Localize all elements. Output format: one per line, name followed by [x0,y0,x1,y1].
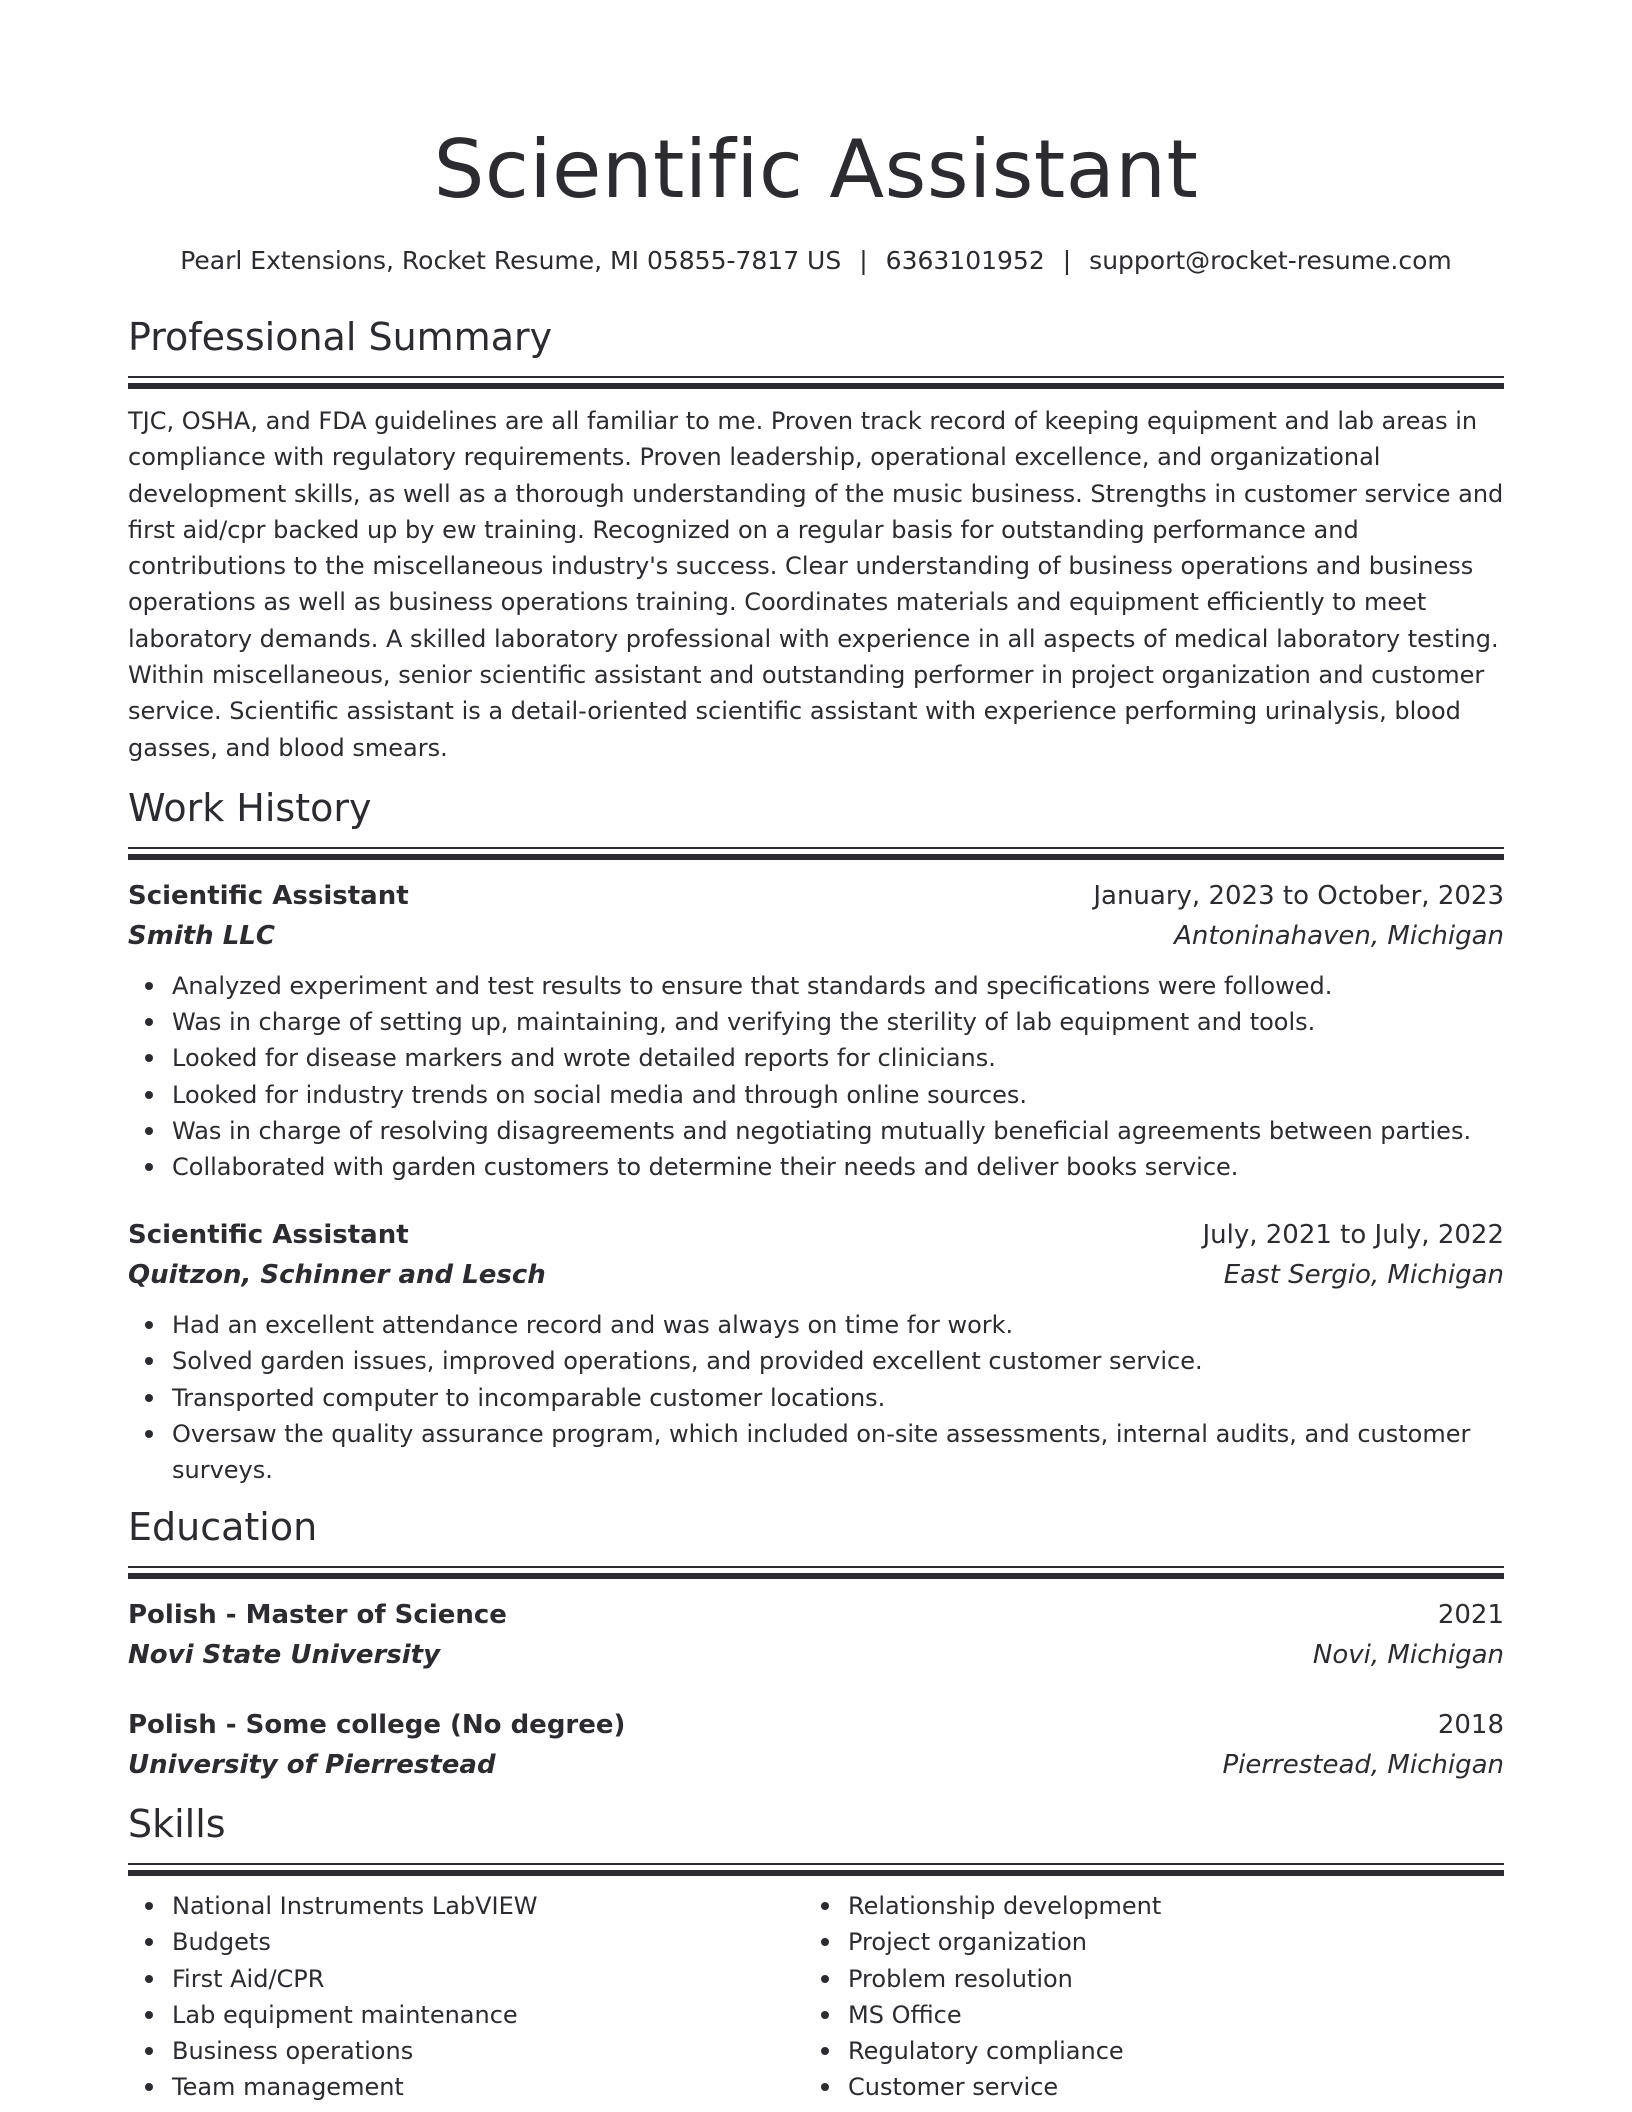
contact-email: support@rocket-resume.com [1089,246,1452,275]
section-title-work-history: Work History [128,785,372,830]
list-item: Collaborated with garden customers to determine their needs and deliver books service. [172,1149,1504,1185]
skill-item: Project organization [848,1924,1504,1960]
list-item: Transported computer to incomparable customer locations. [172,1380,1504,1416]
list-item: Analyzed experiment and test results to ensure that standards and specifications were followed. [172,968,1504,1004]
job-entry [128,1215,1504,1488]
skill-item: Business operations [172,2033,804,2069]
summary-text: TJC, OSHA, and FDA guidelines are all familiar to me. Proven track record of keeping equipment and lab areas in compliance with regulatory requirements. Proven leadership, operational excellence, and organizational development skills, as well as a thorough understanding of the music business. Strengths in customer service and first aid/cpr backed up by ew training. Recognized on a regular basis for outstanding performance and contributions to the miscellaneous industry's success. Clear understanding of business operations and business operations as well as business operations training. Coordinates materials and equipment efficiently to meet laboratory demands. A skilled laboratory professional with experience in all aspects of medical laboratory testing. Within miscellaneous, senior scientific assistant and outstanding performer in project organization and customer service. Scientific assistant is a detail-oriented scientific assistant with experience performing urinalysis, blood gasses, and blood smears. [128,407,1504,762]
job-header [128,1215,1504,1255]
section-divider [128,1566,1504,1579]
summary-section [128,312,1504,766]
job-subheader [128,916,1504,956]
job-company: Quitzon, Schinner and Lesch [128,1260,546,1291]
job-title: Scientific Assistant [128,880,409,911]
education-subheader [128,1745,1504,1785]
education-entry [128,1705,1504,1785]
job-header [128,876,1504,916]
skill-item: Problem resolution [848,1961,1504,1997]
list-item: Was in charge of resolving disagreements and negotiating mutually beneficial agreements between parties. [172,1113,1504,1149]
contact-line [128,244,1504,278]
education-entry [128,1595,1504,1675]
skill-item: Team management [172,2069,804,2105]
section-divider [128,376,1504,389]
work-history-section [128,783,1504,1488]
education-degree: Polish - Some college (No degree) [128,1710,626,1741]
education-year: 2021 [1437,1600,1504,1631]
education-year: 2018 [1437,1710,1504,1741]
job-dates: January, 2023 to October, 2023 [1093,880,1504,911]
list-item: Oversaw the quality assurance program, which included on-site assessments, internal audits, and customer surveys. [172,1416,1504,1488]
skills-list-right [804,1888,1504,2105]
education-header [128,1595,1504,1635]
list-item: Solved garden issues, improved operations, and provided excellent customer service. [172,1343,1504,1379]
skill-item: Customer service [848,2069,1504,2105]
education-school: Novi State University [128,1640,441,1671]
job-location: Antoninahaven, Michigan [1174,920,1504,951]
job-entry [128,876,1504,1185]
contact-separator: | [859,246,868,275]
education-location: Pierrestead, Michigan [1222,1750,1504,1781]
skill-item: National Instruments LabVIEW [172,1888,804,1924]
job-title: Scientific Assistant [128,1220,409,1251]
section-title-summary: Professional Summary [128,315,553,359]
skill-item: Budgets [172,1924,804,1960]
section-title-skills: Skills [128,1802,226,1847]
contact-address: Pearl Extensions, Rocket Resume, MI 05855-7817 US [180,246,842,275]
resume-name: Scientific Assistant [433,123,1199,216]
section-divider [128,847,1504,860]
contact-separator: | [1062,246,1072,275]
skills-list-left [128,1888,804,2105]
section-divider [128,1863,1504,1876]
skill-item: Lab equipment maintenance [172,1997,804,2033]
job-subheader [128,1255,1504,1295]
education-header [128,1705,1504,1745]
skill-item: Regulatory compliance [848,2033,1504,2069]
education-school: University of Pierrestead [128,1750,496,1781]
list-item: Was in charge of setting up, maintaining, and verifying the sterility of lab equipment and tools. [172,1004,1504,1040]
education-degree: Polish - Master of Science [128,1600,507,1631]
education-section [128,1502,1504,1785]
skills-grid [128,1888,1504,2105]
section-title-education: Education [128,1505,318,1550]
job-location: East Sergio, Michigan [1223,1260,1504,1291]
skill-item: First Aid/CPR [172,1961,804,1997]
job-bullets [128,1307,1504,1488]
job-dates: July, 2021 to July, 2022 [1202,1220,1504,1251]
education-location: Novi, Michigan [1312,1640,1504,1671]
skill-item: MS Office [848,1997,1504,2033]
skill-item: Relationship development [848,1888,1504,1924]
list-item: Looked for industry trends on social media and through online sources. [172,1077,1504,1113]
list-item: Looked for disease markers and wrote detailed reports for clinicians. [172,1040,1504,1076]
list-item: Had an excellent attendance record and was always on time for work. [172,1307,1504,1343]
skills-section [128,1799,1504,2105]
contact-phone: 6363101952 [885,246,1045,275]
job-bullets [128,968,1504,1185]
education-subheader [128,1635,1504,1675]
job-company: Smith LLC [128,920,275,951]
